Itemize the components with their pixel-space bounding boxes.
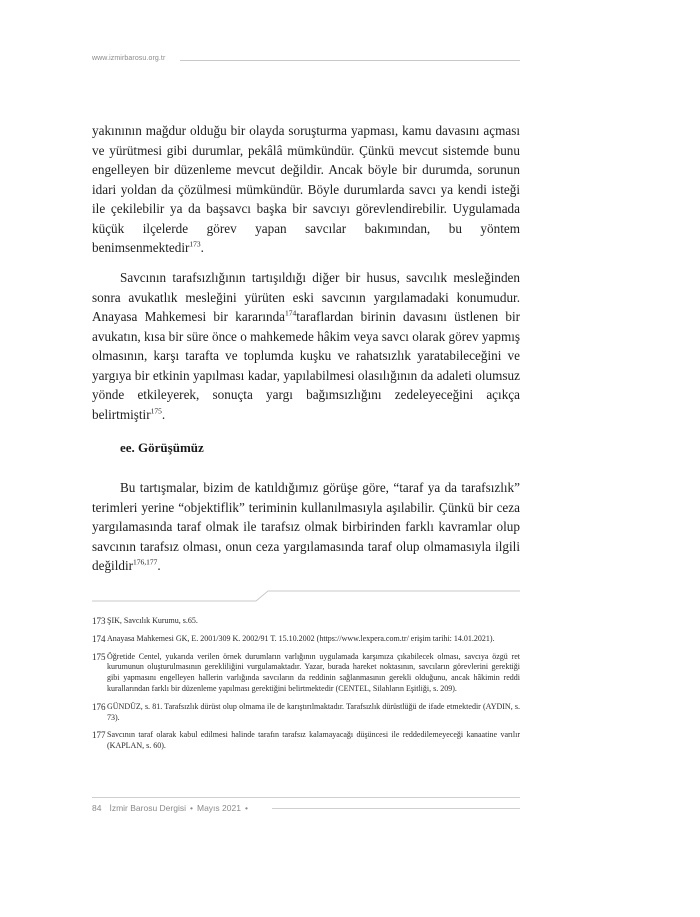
footnote-number: 174 (92, 633, 106, 644)
footnote-text: Savcının taraf olarak kabul edilmesi halinde tarafın tarafsız kalamayacağı düşüncesi ile reddedilemeyeceği kanaatine varılır (KAPLAN, s. 60). (107, 730, 520, 751)
footnote-text: ŞIK, Savcılık Kurumu, s.65. (107, 616, 198, 625)
footnote-ref-174[interactable]: 174 (285, 308, 297, 318)
paragraph-3-text: Bu tartışmalar, bizim de katıldığımız görüşe göre, “taraf ya da tarafsızlık” terimleri yerine “objektiflik” teriminin kullanılmasıyla aşılabilir. Çünkü bir ceza yargılamasında taraf olmak ile tarafsız olmak birbirinden farklı kavramlar olup savcının tarafsız olması, onun ceza yargılamasında taraf olup olmamasıyla ilgili değildir (92, 480, 520, 573)
bullet-separator-end: • (244, 803, 248, 813)
paragraph-3: Bu tartışmalar, bizim de katıldığımız görüşe göre, “taraf ya da tarafsızlık” terimleri yerine “objektiflik” teriminin kullanılmasıyla aşılabilir. Çünkü bir ceza yargılamasında taraf olmak ile tarafsız olmak birbirinden farklı kavramlar olup savcının tarafsız olması, onun ceza yargılamasında taraf olup olmamasıyla ilgili değildir$^{176,177}$. (92, 480, 520, 573)
footnote-173 (92, 616, 520, 627)
header-divider (180, 60, 520, 61)
footnote-174 (92, 634, 520, 645)
paragraph-2: Savcının tarafsızlığının tartışıldığı diğer bir husus, savcılık mesleğinden sonra avukatlık mesleğini yürüten eski savcının yargılamadaki konumudur. Anayasa Mahkemesi bir kararında$^{174}$taraflardan birinin davasını üstlenen bir avukatın, kısa bir süre önce o mahkemede hâkim veya savcı olarak görev yapmış olmasının, karşı tarafta ve toplumda kuşku ve rahatsızlık yaratabileceğini ve yargıya bir etkinin yapılması kadar, yapılabilmesi olasılığının da adaleti olumsuz yönde etkileyerek, sonuçta yargı bağımsızlığını zedeleyeceğini açıkça belirtmiştir$^{175}$. (92, 270, 521, 422)
footer-divider-top (92, 797, 520, 798)
paragraph-2-text-a: Savcının tarafsızlığının tartışıldığı diğer bir husus, savcılık mesleğinden sonra avukatlık mesleğini yürüten eski savcının yargılamadaki konumudur. Anayasa Mahkemesi bir kararında (92, 270, 520, 324)
footnote-number: 173 (92, 616, 106, 626)
bullet-separator: • (190, 803, 193, 813)
footnote-ref-175[interactable]: 175 (150, 406, 162, 416)
footnote-ref-173[interactable]: 173 (189, 239, 201, 249)
page-number: 84 (92, 803, 102, 813)
footnote-text: Anayasa Mahkemesi GK, E. 2001/309 K. 2002/91 T. 15.10.2002 (https://www.lexpera.com.tr/ erişim tarihi: 14.01.2021). (107, 633, 495, 643)
journal-name: İzmir Barosu Dergisi (109, 803, 186, 813)
footnote-175 (92, 652, 520, 695)
paragraph-2-text-b: taraflardan birinin davasını üstlenen bir avukatın, kısa bir süre önce o mahkemede hâkim veya savcı olarak görev yapmış olmasının, karşı tarafta ve toplumda kuşku ve rahatsızlık yaratabileceğini ve yargıya bir etkinin yapılması kadar, yapılabilmesi olasılığının da adaleti olumsuz yönde etkileyerek, sonuçta yargı bağımsızlığını zedeleyeceğini açıkça belirtmiştir (92, 309, 521, 422)
footnote-number: 176 (92, 701, 106, 712)
footnotes (92, 616, 520, 759)
footnote-177 (92, 730, 520, 752)
footer-divider (272, 808, 520, 809)
footnote-number: 177 (92, 730, 106, 741)
page-footer (92, 803, 252, 813)
footnote-176 (92, 702, 520, 724)
paragraph-1: yakınının mağdur olduğu bir olayda soruşturma yapması, kamu davasını açması ve yürütmesi gibi durumlar, pekâlâ mümkündür. Çünkü mevcut sistemde bunu engelleyen bir düzenleme mevcut değildir. Ancak böyle bir durumda, sorunun idari yoldan da çözülmesi mümkündür. Böyle durumlarda savcı ya kendi isteği ile çekilebilir ya da başsavcı başka bir savcıyı görevlendirebilir. Uygulamada küçük ilçelerde görev yapan savcılar bakımından, bu yöntem benimsenmektedir$^{173}$. (92, 123, 520, 255)
paragraph-1-text: yakınının mağdur olduğu bir olayda soruşturma yapması, kamu davasını açması ve yürütmesi gibi durumlar, pekâlâ mümkündür. Çünkü mevcut sistemde bunu engelleyen bir düzenleme mevcut değildir. Ancak böyle bir durumda, sorunun idari yoldan da çözülmesi mümkündür. Böyle durumlarda savcı ya kendi isteği ile çekilebilir ya da başsavcı başka bir savcıyı görevlendirebilir. Uygulamada küçük ilçelerde görev yapan savcılar bakımından, bu yöntem benimsenmektedir (92, 123, 520, 255)
issue-date: Mayıs 2021 (196, 803, 241, 813)
header-url: www.izmirbarosu.org.tr (92, 55, 166, 62)
footnote-text: GÜNDÜZ, s. 81. Tarafsızlık dürüst olup olmama ile de karıştırılmaktadır. Tarafsızlık dürüstlüğü de ifade etmektedir (AYDIN, s. 73). (107, 701, 520, 722)
section-heading: ee. Görüşümüz (120, 440, 204, 455)
footnote-number: 175 (92, 651, 106, 662)
footnote-divider (92, 590, 520, 604)
footnote-text: Öğretide Centel, yukarıda verilen örnek durumların varlığının uygulamada karşımıza çıkabilecek olması, savcıya özgü ret kurumunun oluşturulmasının gerekliliğini vurgulamaktadır. Yazar, burada hareket noktasının, savcıların görevlerini gerektiği gibi yapmasını engelleyen hallerin varlığında savcıların da reddinin sağlanmasının gerekli olduğunu, ancak hâkimin reddi kurallarından farklı bir düzenleme yapılması gerektiğini belirtmektedir (CENTEL, Silahların Eşitliği, s. 209). (107, 651, 520, 693)
footnote-ref-176-177[interactable]: 176,177 (133, 557, 158, 567)
